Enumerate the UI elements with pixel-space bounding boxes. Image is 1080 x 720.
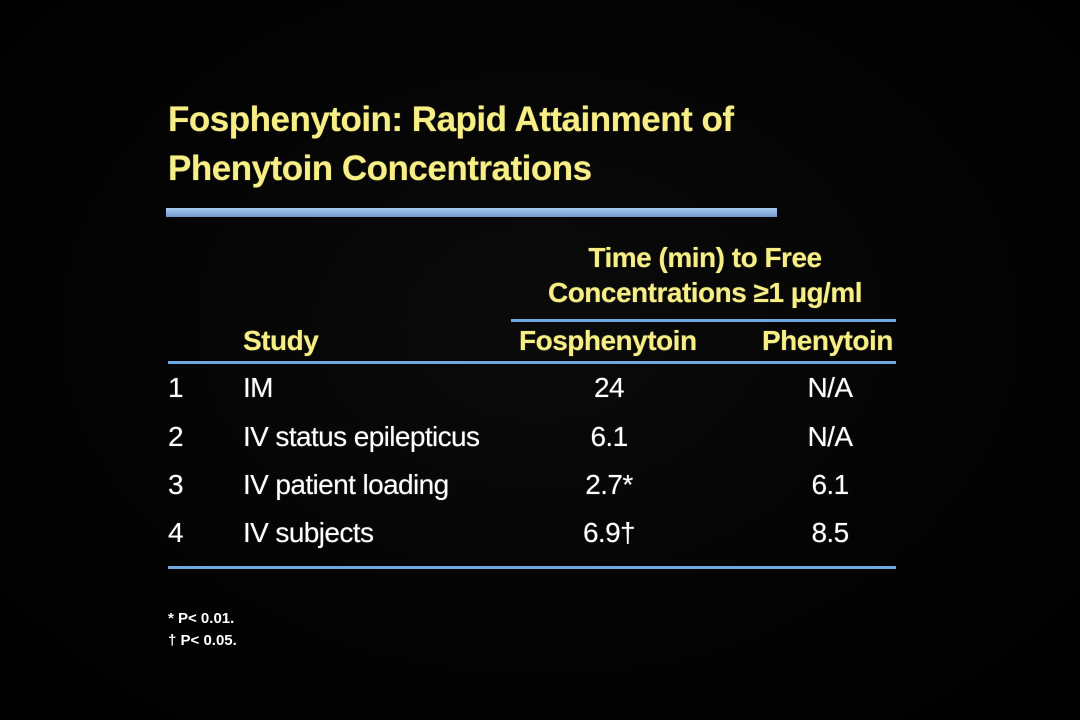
group-header-line-1: Time (min) to Free <box>588 242 822 273</box>
slide-title-line-1: Fosphenytoin: Rapid Attainment of <box>168 100 734 139</box>
phenytoin-cell: N/A <box>807 372 853 403</box>
group-header-line-2: Concentrations ≥1 µg/ml <box>547 277 863 308</box>
fosphenytoin-cell: 2.7* <box>585 469 633 500</box>
row-number: 3 <box>168 469 183 500</box>
fosphenytoin-cell: 24 <box>594 372 624 403</box>
header-divider <box>168 361 896 364</box>
phenytoin-cell: 6.1 <box>811 469 849 500</box>
column-header-phenytoin: Phenytoin <box>762 325 893 356</box>
title-divider <box>166 208 777 217</box>
fosphenytoin-cell: 6.1 <box>590 421 628 452</box>
study-cell: IV subjects <box>243 517 374 548</box>
footnote-significance-2: † P< 0.05. <box>168 632 237 649</box>
table-bottom-divider <box>168 566 896 569</box>
row-number: 4 <box>168 517 183 548</box>
study-cell: IV patient loading <box>243 469 449 500</box>
footnote-significance-1: * P< 0.01. <box>168 610 235 627</box>
column-header-study: Study <box>243 325 319 356</box>
fosphenytoin-cell: 6.9† <box>582 517 636 548</box>
phenytoin-cell: 8.5 <box>811 517 849 548</box>
study-cell: IV status epilepticus <box>243 421 480 452</box>
row-number: 2 <box>168 421 183 452</box>
group-header-divider <box>511 319 896 322</box>
study-cell: IM <box>243 372 273 403</box>
slide-title-line-2: Phenytoin Concentrations <box>168 149 592 188</box>
row-number: 1 <box>168 372 183 403</box>
column-header-fosphenytoin: Fosphenytoin <box>519 325 697 356</box>
phenytoin-cell: N/A <box>807 421 853 452</box>
